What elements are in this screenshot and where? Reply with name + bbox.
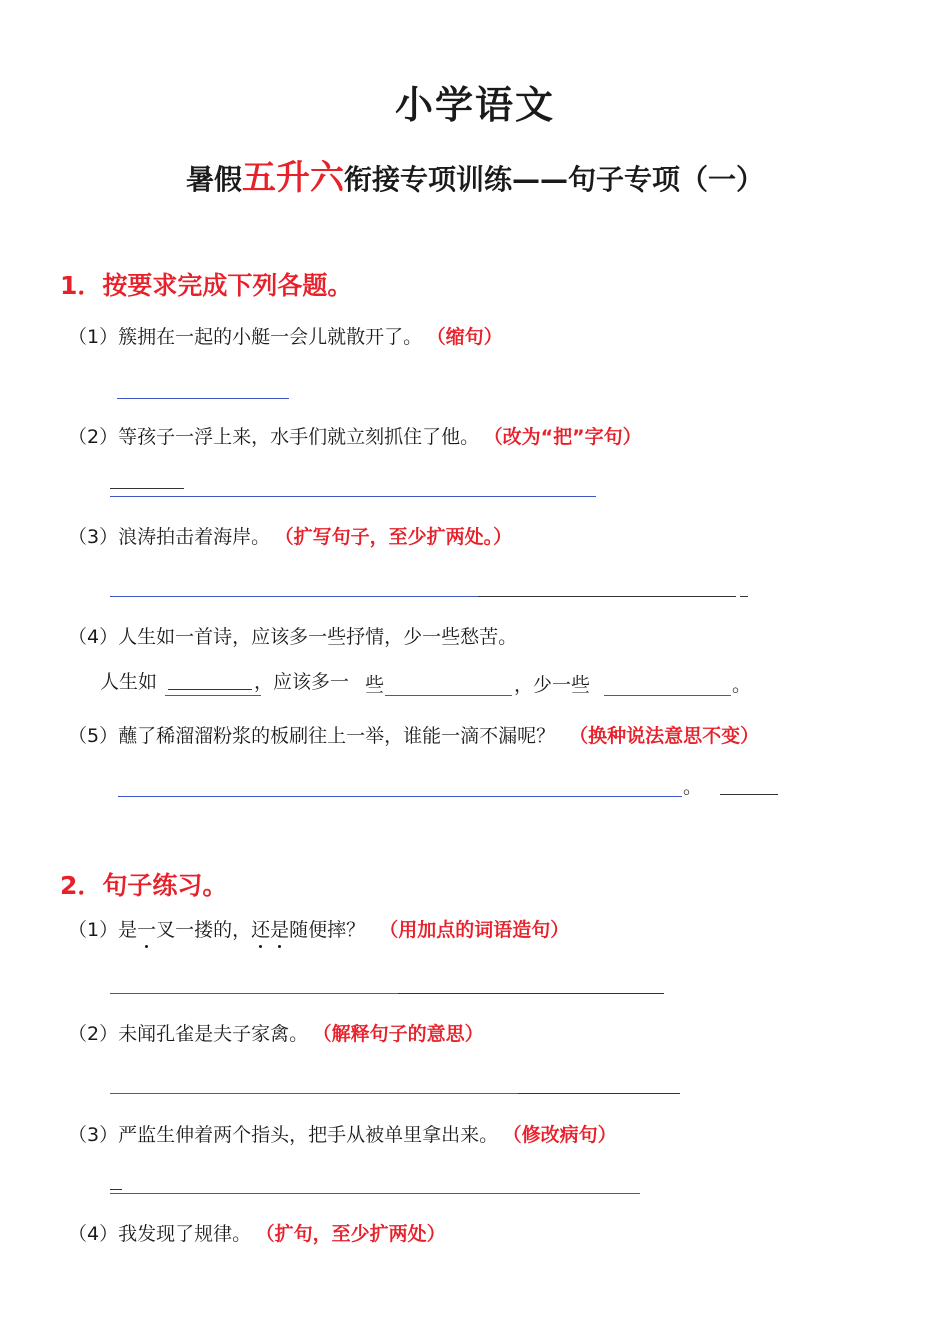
page-subtitle <box>0 150 950 199</box>
question-hint: （用加点的词语造句） <box>379 919 570 941</box>
question-1-5 <box>68 721 759 748</box>
fill-blank-3[interactable] <box>604 695 731 696</box>
question-hint: （解释句子的意思） <box>322 1023 484 1045</box>
answer-line-1-3a[interactable] <box>110 596 478 597</box>
question-hint: （修改病句） <box>512 1124 617 1146</box>
fill-text-4: ，少一些 <box>514 674 591 696</box>
fill-blank-1-top <box>168 689 252 690</box>
subtitle-suffix: 衔接专项训练——句子专项（一） <box>344 163 765 196</box>
answer-line-1-2a[interactable] <box>110 488 184 489</box>
question-text: 等孩子一浮上来，水手们就立刻抓住了他。 <box>118 426 480 448</box>
dotted-char-3: 是 <box>270 919 290 941</box>
answer-line-2-2a[interactable] <box>110 1093 518 1094</box>
answer-line-1-3b[interactable] <box>478 596 736 597</box>
answer-line-1-1[interactable] <box>117 398 289 399</box>
fill-blank-1[interactable] <box>165 695 261 696</box>
fill-end: 。 <box>732 674 752 696</box>
fill-text-3: 些 <box>365 674 385 696</box>
question-number: （1） <box>68 326 119 348</box>
question-number: （4） <box>68 1223 119 1245</box>
question-hint: （扩句，至少扩两处） <box>265 1223 446 1245</box>
page-title: 小学语文 <box>394 83 555 127</box>
question-text-b: 叉一搂的， <box>156 919 252 941</box>
question-number: （2） <box>68 426 119 448</box>
fill-text-2: ，应该多一 <box>254 671 350 693</box>
subtitle-highlight: 五升六 <box>242 158 344 198</box>
question-number: （2） <box>68 1023 119 1045</box>
question-text: 未闻孔雀是夫子家禽。 <box>118 1023 309 1045</box>
question-2-3 <box>68 1120 617 1147</box>
question-text: 严监生伸着两个指头，把手从被单里拿出来。 <box>118 1124 499 1146</box>
question-number: （4） <box>68 626 119 648</box>
subtitle-prefix: 暑假 <box>185 163 242 196</box>
answer-line-1-5b <box>720 794 778 795</box>
question-text: 浪涛拍击着海岸。 <box>118 526 271 548</box>
fill-text-1: 人生如 <box>100 671 158 693</box>
question-1-3 <box>68 522 512 549</box>
question-hint: （缩句） <box>436 326 503 348</box>
question-hint: （扩写句子，至少扩两处。） <box>284 526 513 548</box>
question-number: （5） <box>68 725 119 747</box>
answer-line-2-1a[interactable] <box>110 993 398 994</box>
answer-line-2-3a <box>110 1189 122 1190</box>
answer-line-2-3b[interactable] <box>110 1193 640 1194</box>
question-2-2 <box>68 1019 484 1046</box>
question-text-c: 随便摔？ <box>289 919 366 941</box>
dotted-char-1: 一 <box>137 919 157 941</box>
answer-line-2-2b[interactable] <box>518 1093 680 1094</box>
question-text: 簇拥在一起的小艇一会儿就散开了。 <box>118 326 423 348</box>
answer-line-1-3c <box>740 596 748 597</box>
answer-line-1-2b[interactable] <box>110 496 596 497</box>
answer-line-1-5[interactable] <box>118 796 682 797</box>
question-text: 我发现了规律。 <box>118 1223 252 1245</box>
question-1-4 <box>68 622 517 649</box>
question-hint: （改为“把”字句） <box>493 426 642 448</box>
question-number: （1） <box>68 919 119 941</box>
question-text-a: 是 <box>118 919 138 941</box>
question-1-2 <box>68 422 642 449</box>
section-2-heading: 2．句子练习。 <box>60 871 228 900</box>
question-number: （3） <box>68 1124 119 1146</box>
question-number: （3） <box>68 526 119 548</box>
dotted-char-2: 还 <box>251 919 271 941</box>
answer-end: 。 <box>683 776 703 798</box>
question-text: 人生如一首诗，应该多一些抒情，少一些愁苦。 <box>118 626 518 648</box>
fill-blank-2[interactable] <box>385 695 512 696</box>
section-1-heading: 1．按要求完成下列各题。 <box>60 271 353 300</box>
question-2-4 <box>68 1219 446 1246</box>
question-hint: （换种说法意思不变） <box>569 725 760 747</box>
question-1-1 <box>68 322 503 349</box>
question-text: 蘸了稀溜溜粉浆的板刷往上一举，谁能一滴不漏呢？ <box>118 725 556 747</box>
answer-line-2-1b[interactable] <box>398 993 664 994</box>
question-2-1 <box>68 915 569 942</box>
